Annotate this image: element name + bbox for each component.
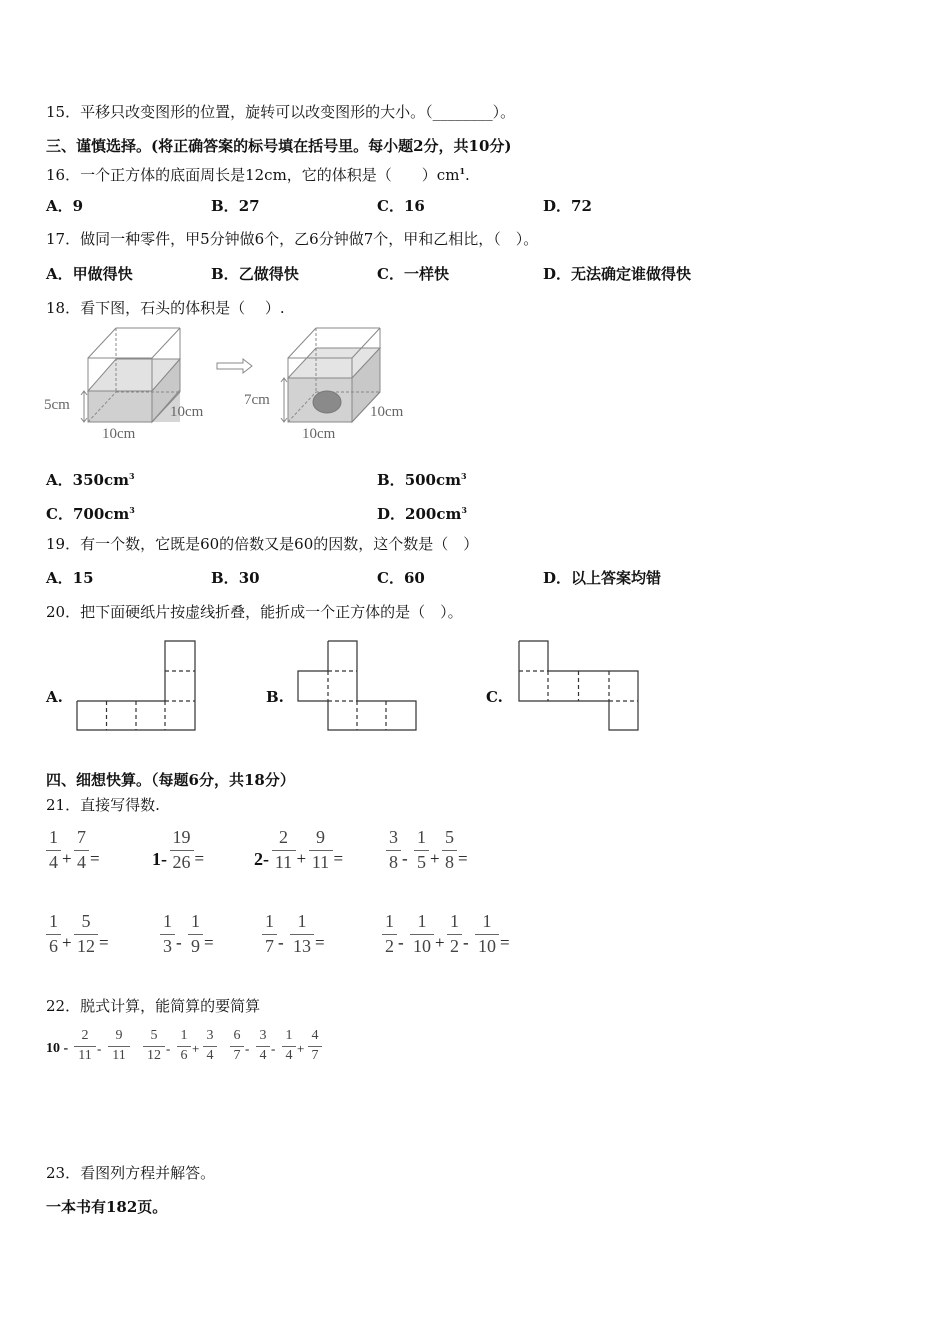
- fraction-denominator: 7: [233, 1048, 241, 1063]
- fraction-bar: [272, 850, 296, 851]
- section-4-heading: 四、细想快算。（每题6分，共18分）: [46, 771, 295, 789]
- fraction-numerator: 1: [49, 911, 58, 931]
- q20-option-a-label[interactable]: A.: [46, 688, 63, 706]
- q17-option-d[interactable]: D．无法确定谁做得快: [543, 265, 692, 283]
- operator: -: [278, 933, 284, 952]
- q17-option-c[interactable]: C．一样快: [377, 265, 449, 283]
- fraction-bar: [308, 1046, 322, 1047]
- fraction-bar: [74, 850, 89, 851]
- operator: =: [194, 849, 205, 868]
- fraction-denominator: 6: [180, 1048, 188, 1063]
- operator: -: [166, 1041, 171, 1056]
- operator: =: [99, 933, 109, 952]
- fraction-denominator: 2: [385, 936, 394, 956]
- q18-left-depth-label: 10cm: [170, 404, 204, 420]
- fraction-denominator: 11: [112, 1048, 126, 1063]
- fraction-bar: [256, 1046, 270, 1047]
- question-23: 23．看图列方程并解答。: [46, 1164, 216, 1182]
- fraction-numerator: 1: [417, 827, 426, 847]
- fraction-bar: [143, 1046, 165, 1047]
- fraction-bar: [386, 850, 401, 851]
- fraction-numerator: 3: [389, 827, 398, 847]
- fraction-denominator: 8: [389, 852, 398, 872]
- operator: +: [297, 1041, 305, 1056]
- q20-option-c-label[interactable]: C.: [486, 688, 503, 706]
- fraction-numerator: 1: [180, 1028, 188, 1043]
- fraction-bar: [282, 1046, 296, 1047]
- operator: =: [204, 933, 214, 952]
- fraction-numerator: 2: [279, 827, 288, 847]
- fraction-numerator: 9: [316, 827, 325, 847]
- fraction-denominator: 4: [49, 852, 58, 872]
- question-16: [46, 161, 470, 185]
- q19-option-b[interactable]: B．30: [211, 569, 260, 587]
- question-23-text: 一本书有182页。: [46, 1198, 168, 1216]
- fraction-numerator: 1: [482, 911, 492, 931]
- fraction-denominator: 3: [163, 936, 172, 956]
- q16-option-a[interactable]: A．9: [46, 197, 84, 215]
- fraction-bar: [447, 934, 462, 935]
- q20-option-b-label[interactable]: B.: [266, 688, 284, 706]
- fraction-numerator: 5: [150, 1028, 158, 1043]
- fraction-denominator: 4: [285, 1048, 293, 1063]
- fraction-denominator: 2: [450, 936, 459, 956]
- operator: =: [315, 933, 325, 952]
- fraction-denominator: 7: [311, 1048, 319, 1063]
- q19-option-c[interactable]: C．60: [377, 569, 425, 587]
- operator: +: [435, 933, 445, 952]
- operator: -: [97, 1041, 102, 1056]
- q18-right-height-label: 7cm: [244, 392, 270, 408]
- operator: =: [458, 849, 468, 868]
- fraction-numerator: 4: [311, 1028, 319, 1043]
- fraction-bar: [203, 1046, 217, 1047]
- fraction-numerator: 9: [115, 1028, 123, 1043]
- fraction-numerator: 1: [450, 911, 459, 931]
- fraction-denominator: 4: [259, 1048, 267, 1063]
- fraction-bar: [442, 850, 457, 851]
- expr-prefix: 10 -: [46, 1041, 69, 1056]
- operator: =: [333, 849, 344, 868]
- arrow-right-icon: [217, 359, 252, 373]
- question-17: 17．做同一种零件，甲5分钟做6个，乙6分钟做7个，甲和乙相比，（ ）。: [46, 230, 539, 248]
- fraction-bar: [230, 1046, 244, 1047]
- fraction-denominator: 12: [147, 1048, 161, 1063]
- operator: +: [62, 933, 72, 952]
- fraction-bar: [177, 1046, 191, 1047]
- q18-left-width-label: 10cm: [102, 426, 136, 442]
- fraction-denominator: 11: [78, 1048, 92, 1063]
- fraction-numerator: 5: [81, 911, 91, 931]
- fraction-bar: [108, 1046, 130, 1047]
- operator: +: [296, 849, 307, 868]
- operator: -: [271, 1041, 276, 1056]
- operator: -: [463, 933, 469, 952]
- q16-option-b[interactable]: B．27: [211, 197, 260, 215]
- q16-option-d[interactable]: D．72: [543, 197, 592, 215]
- fraction-numerator: 6: [233, 1028, 241, 1043]
- question-20: 20．把下面硬纸片按虚线折叠，能折成一个正方体的是（ ）。: [46, 603, 463, 621]
- section-3-heading: 三、谨慎选择。(将正确答案的标号填在括号里。每小题2分，共10分): [46, 137, 512, 155]
- question-15: 15．平移只改变图形的位置，旋转可以改变图形的大小。（________）。: [46, 103, 516, 121]
- q18-left-height-label: 5cm: [44, 397, 70, 413]
- fraction-bar: [475, 934, 499, 935]
- fraction-numerator: 1: [49, 827, 58, 847]
- q18-right-depth-label: 10cm: [370, 404, 404, 420]
- q19-option-a[interactable]: A．15: [46, 569, 94, 587]
- expr-prefix: 1-: [152, 849, 167, 869]
- operator: =: [500, 933, 510, 952]
- operator: -: [245, 1041, 250, 1056]
- question-16-end: .: [465, 166, 470, 184]
- fraction-bar: [414, 850, 429, 851]
- fraction-denominator: 7: [265, 936, 274, 956]
- q18-option-c[interactable]: C．$700cm^3$: [46, 505, 135, 523]
- q16-option-c[interactable]: C．16: [377, 197, 425, 215]
- fraction-bar: [262, 934, 277, 935]
- fraction-denominator: 4: [206, 1048, 214, 1063]
- fraction-bar: [410, 934, 434, 935]
- fraction-denominator: 11: [274, 852, 293, 872]
- fraction-denominator: 10: [478, 936, 496, 956]
- fraction-denominator: 6: [49, 936, 58, 956]
- fraction-bar: [309, 850, 333, 851]
- fraction-numerator: 2: [81, 1028, 89, 1043]
- fraction-bar: [46, 934, 61, 935]
- fraction-numerator: 1: [417, 911, 427, 931]
- fraction-numerator: 1: [191, 911, 200, 931]
- fraction-denominator: 26: [172, 852, 191, 872]
- fraction-denominator: 5: [417, 852, 426, 872]
- q19-option-d[interactable]: D．以上答案均错: [543, 569, 662, 587]
- operator: +: [192, 1041, 200, 1056]
- operator: -: [398, 933, 404, 952]
- question-16-stem: 16．一个正方体的底面周长是12cm，它的体积是（ ）cm: [46, 166, 460, 184]
- q18-option-b[interactable]: B．$500cm^3$: [377, 471, 467, 489]
- fraction-numerator: 3: [259, 1028, 267, 1043]
- fraction-bar: [74, 1046, 96, 1047]
- q17-option-a[interactable]: A．甲做得快: [46, 265, 133, 283]
- fraction-numerator: 1: [285, 1028, 293, 1043]
- q18-container-figure: [40, 326, 440, 446]
- fraction-bar: [382, 934, 397, 935]
- fraction-numerator: 1: [265, 911, 274, 931]
- fraction-denominator: 11: [311, 852, 330, 872]
- fraction-numerator: 5: [445, 827, 454, 847]
- question-21: 21．直接写得数.: [46, 796, 160, 814]
- operator: -: [176, 933, 182, 952]
- fraction-numerator: 3: [206, 1028, 214, 1043]
- fraction-bar: [46, 850, 61, 851]
- fraction-numerator: 1: [385, 911, 394, 931]
- operator: +: [62, 849, 72, 868]
- question-18: 18．看下图，石头的体积是（ ）.: [46, 299, 285, 317]
- q18-option-a[interactable]: A．$350cm^3$: [46, 471, 135, 489]
- operator: =: [90, 849, 100, 868]
- q20-net-b[interactable]: [294, 638, 421, 734]
- q20-net-a[interactable]: [74, 638, 199, 734]
- fraction-denominator: 8: [445, 852, 454, 872]
- fraction-denominator: 12: [77, 936, 95, 956]
- fraction-numerator: 7: [77, 827, 86, 847]
- question-19: 19．有一个数，它既是60的倍数又是60的因数，这个数是（ ）: [46, 535, 479, 553]
- fraction-numerator: 19: [172, 827, 191, 847]
- question-22: 22．脱式计算，能简算的要简算: [46, 997, 261, 1015]
- fraction-bar: [160, 934, 175, 935]
- q20-net-c[interactable]: [515, 638, 643, 734]
- stone-icon: [313, 391, 341, 413]
- fraction-denominator: 9: [191, 936, 200, 956]
- operator: +: [430, 849, 440, 868]
- expr-prefix: 2-: [254, 849, 269, 869]
- fraction-denominator: 4: [77, 852, 86, 872]
- fraction-bar: [290, 934, 314, 935]
- fraction-denominator: 10: [413, 936, 431, 956]
- fraction-bar: [74, 934, 98, 935]
- q18-option-d[interactable]: D．$200cm^3$: [377, 505, 467, 523]
- fraction-denominator: 13: [293, 936, 311, 956]
- question-16-sup: 1: [459, 166, 466, 176]
- fraction-bar: [188, 934, 203, 935]
- operator: -: [402, 849, 408, 868]
- fraction-numerator: 1: [297, 911, 307, 931]
- fraction-bar: [170, 850, 194, 851]
- fraction-numerator: 1: [163, 911, 172, 931]
- q17-option-b[interactable]: B．乙做得快: [211, 265, 299, 283]
- q18-right-width-label: 10cm: [302, 426, 336, 442]
